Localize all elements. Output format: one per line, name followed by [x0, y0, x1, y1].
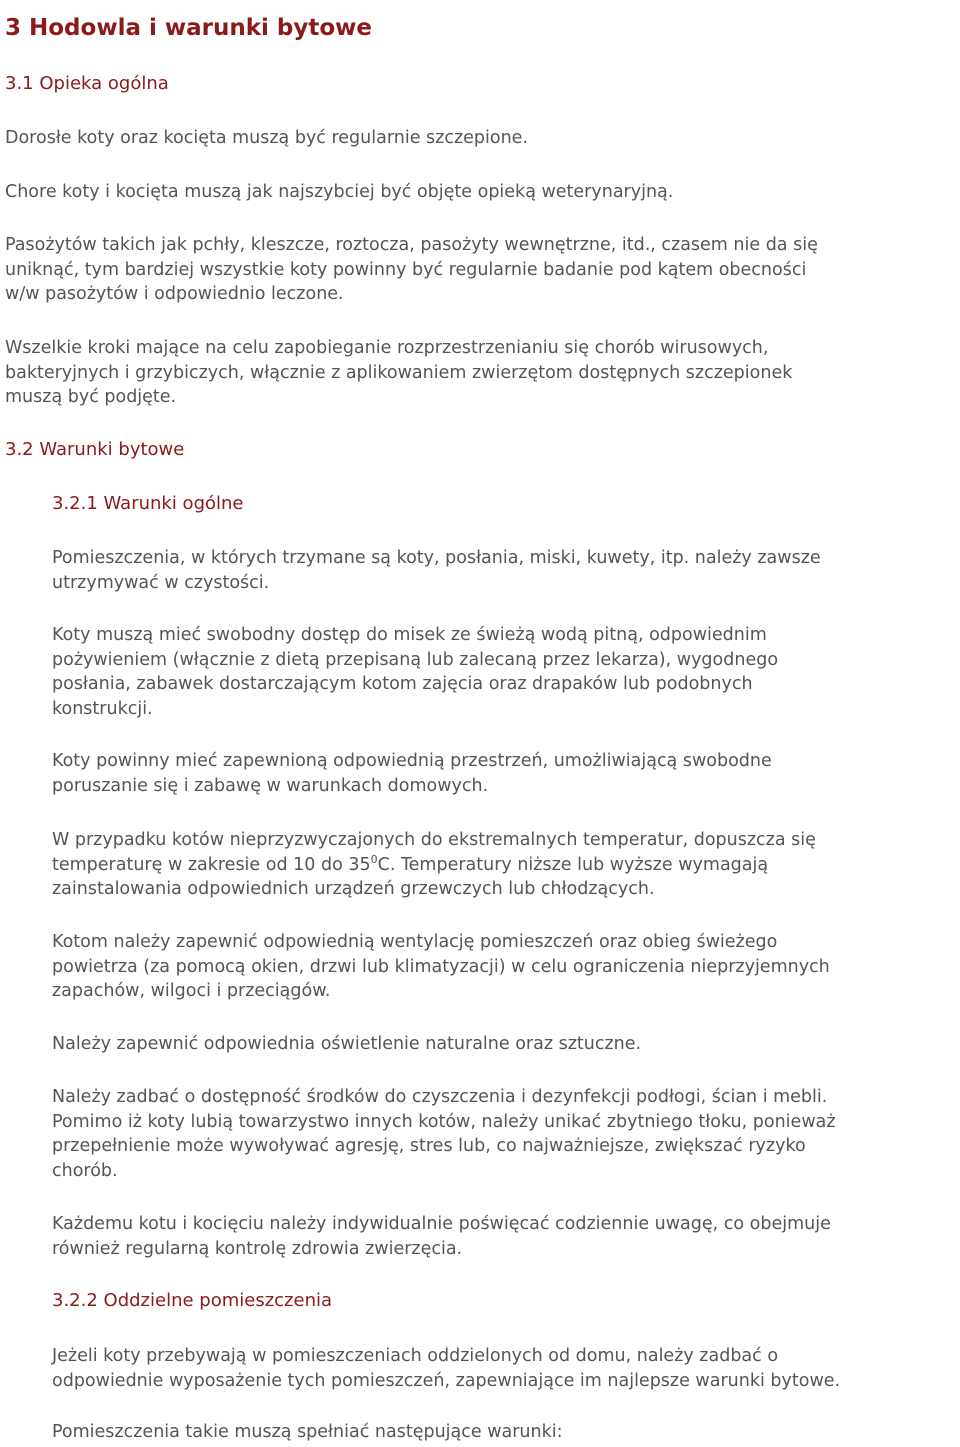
- chapter-title: 3 Hodowla i warunki bytowe: [5, 15, 373, 41]
- paragraph-line: w/w pasożytów i odpowiednio leczone.: [5, 284, 344, 304]
- paragraph: [5, 233, 818, 307]
- temperature-text: temperaturę w zakresie od 10 do 35: [52, 854, 371, 875]
- paragraph-line: Pomimo iż koty lubią towarzystwo innych kotów, należy unikać zbytniego tłoku, ponieważ: [52, 1111, 836, 1132]
- paragraph-line: konstrukcji.: [52, 698, 153, 719]
- paragraph-line: również regularną kontrolę zdrowia zwierzęcia.: [52, 1238, 463, 1259]
- temperature-text-continued: C. Temperatury niższe lub wyższe wymagają: [377, 854, 769, 875]
- paragraph-line: Koty muszą mieć swobodny dostęp do misek ze świeżą wodą pitną, odpowiednim: [52, 625, 767, 645]
- paragraph-line: Pomieszczenia, w których trzymane są koty, posłania, miski, kuwety, itp. należy zawsze: [52, 548, 821, 568]
- paragraph-line: chorób.: [52, 1160, 118, 1181]
- paragraph-line: Jeżeli koty przebywają w pomieszczeniach oddzielonych od domu, należy zadbać o: [52, 1346, 779, 1366]
- temperature-paragraph: [52, 828, 816, 902]
- subsection-heading-3-2-2: 3.2.2 Oddzielne pomieszczenia: [52, 1290, 333, 1311]
- paragraph: [52, 1085, 836, 1183]
- paragraph-line: muszą być podjęte.: [5, 387, 177, 407]
- paragraph-line: uniknąć, tym bardziej wszystkie koty powinny być regularnie badanie pod kątem obecności: [5, 259, 807, 280]
- paragraph-line: Należy zapewnić odpowiednia oświetlenie naturalne oraz sztuczne.: [52, 1034, 642, 1054]
- paragraph: [5, 336, 792, 410]
- paragraph-line: zapachów, wilgoci i przeciągów.: [52, 981, 331, 1001]
- paragraph-line: Chore koty i kocięta muszą jak najszybciej być objęte opieką weterynaryjną.: [5, 182, 674, 202]
- paragraph-line: Dorosłe koty oraz kocięta muszą być regularnie szczepione.: [5, 128, 528, 148]
- degree-superscript: 0: [370, 852, 378, 866]
- paragraph: [52, 546, 821, 595]
- paragraph: [52, 1032, 641, 1057]
- paragraph-line: Koty powinny mieć zapewnioną odpowiednią przestrzeń, umożliwiającą swobodne: [52, 751, 772, 771]
- paragraph-line: posłania, zabawek dostarczającym kotom zajęcia oraz drapaków lub podobnych: [52, 674, 753, 694]
- paragraph-line: Kotom należy zapewnić odpowiednią wentylację pomieszczeń oraz obieg świeżego: [52, 932, 778, 952]
- paragraph: [52, 930, 830, 1004]
- section-heading-3-1: 3.1 Opieka ogólna: [5, 73, 169, 94]
- paragraph: [52, 1344, 840, 1393]
- paragraph-line: powietrza (za pomocą okien, drzwi lub klimatyzacji) w celu ograniczenia nieprzyjemnych: [52, 956, 830, 977]
- section-heading-3-2: 3.2 Warunki bytowe: [5, 439, 185, 460]
- paragraph: [52, 1212, 831, 1261]
- paragraph-line: W przypadku kotów nieprzyzwyczajonych do ekstremalnych temperatur, dopuszcza się: [52, 830, 816, 850]
- paragraph: [5, 126, 528, 151]
- subsection-heading-3-2-1: 3.2.1 Warunki ogólne: [52, 493, 244, 514]
- paragraph-line: pożywieniem (włącznie z dietą przepisaną lub zalecaną przez lekarza), wygodnego: [52, 649, 779, 670]
- paragraph-line: Pomieszczenia takie muszą spełniać następujące warunki:: [52, 1422, 563, 1442]
- paragraph-line: przepełnienie może wywoływać agresję, stres lub, co najważniejsze, zwiększać ryzyko: [52, 1136, 806, 1156]
- paragraph-line: Wszelkie kroki mające na celu zapobieganie rozprzestrzenianiu się chorób wirusowych,: [5, 338, 769, 358]
- paragraph: [52, 623, 778, 721]
- paragraph: [52, 1420, 563, 1445]
- paragraph-line: Pasożytów takich jak pchły, kleszcze, roztocza, pasożyty wewnętrzne, itd., czasem nie da się: [5, 235, 818, 255]
- paragraph-line: bakteryjnych i grzybiczych, włącznie z aplikowaniem zwierzętom dostępnych szczepionek: [5, 362, 793, 383]
- paragraph-line: Każdemu kotu i kocięciu należy indywidualnie poświęcać codziennie uwagę, co obejmuje: [52, 1214, 831, 1234]
- paragraph: [52, 749, 772, 798]
- paragraph-line: utrzymywać w czystości.: [52, 572, 270, 593]
- paragraph-line: poruszanie się i zabawę w warunkach domowych.: [52, 775, 489, 796]
- paragraph-line: [52, 853, 816, 878]
- paragraph-line: zainstalowania odpowiednich urządzeń grzewczych lub chłodzących.: [52, 879, 655, 899]
- paragraph-line: odpowiednie wyposażenie tych pomieszczeń, zapewniające im najlepsze warunki bytowe.: [52, 1370, 841, 1391]
- paragraph: [5, 180, 673, 205]
- paragraph-line: Należy zadbać o dostępność środków do czyszczenia i dezynfekcji podłogi, ścian i mebli.: [52, 1087, 828, 1107]
